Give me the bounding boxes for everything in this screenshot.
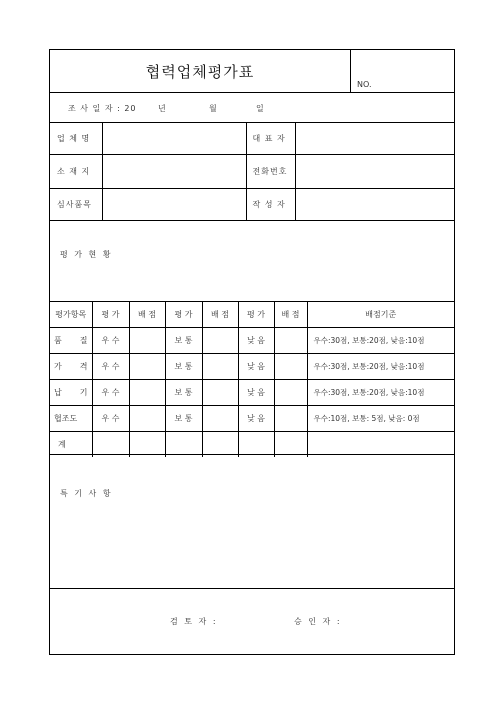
evaluation-table xyxy=(50,302,454,457)
total-cell[interactable] xyxy=(202,432,238,458)
grade-low: 낮 음 xyxy=(238,380,274,406)
representative-label: 대 표 자 xyxy=(246,123,295,155)
row-item-text: 가 격 xyxy=(54,362,88,371)
day-unit: 일 xyxy=(256,104,265,113)
phone-field[interactable] xyxy=(295,155,454,188)
header-score-3: 배 점 xyxy=(274,302,307,328)
evaluation-row-price xyxy=(50,354,454,380)
score-cell[interactable] xyxy=(274,406,307,432)
score-cell[interactable] xyxy=(274,380,307,406)
company-name-field[interactable] xyxy=(102,123,246,155)
total-cell[interactable] xyxy=(238,432,274,458)
location-label: 소 재 지 xyxy=(50,155,102,188)
score-cell[interactable] xyxy=(202,380,238,406)
info-row xyxy=(50,155,454,188)
row-item xyxy=(50,406,92,432)
grade-excellent: 우 수 xyxy=(92,354,129,380)
criteria-text: 우수:10점, 보통: 5점, 낮음: 0점 xyxy=(307,406,454,432)
phone-label: 전화번호 xyxy=(246,155,295,188)
criteria-text: 우수:30점, 보통:20점, 낮음:10점 xyxy=(307,328,454,354)
grade-excellent: 우 수 xyxy=(92,406,129,432)
row-item-text: 납 기 xyxy=(54,388,88,397)
grade-low: 낮 음 xyxy=(238,354,274,380)
title-divider xyxy=(350,50,351,93)
company-info-table xyxy=(50,123,454,220)
total-cell[interactable] xyxy=(92,432,129,458)
grade-excellent: 우 수 xyxy=(92,380,129,406)
header-score-2: 배 점 xyxy=(202,302,238,328)
remarks-label: 특 기 사 항 xyxy=(60,489,113,498)
evaluation-total-row xyxy=(50,432,454,458)
remarks-area[interactable] xyxy=(50,455,454,589)
evaluation-header-row xyxy=(50,302,454,328)
grade-low: 낮 음 xyxy=(238,406,274,432)
score-cell[interactable] xyxy=(129,380,165,406)
author-label: 작 성 자 xyxy=(246,188,295,220)
score-cell[interactable] xyxy=(202,354,238,380)
company-info-block xyxy=(50,123,454,221)
evaluation-grid-block xyxy=(50,302,454,455)
form-title: 협력업체평가표 xyxy=(145,63,255,81)
grade-low: 낮 음 xyxy=(238,328,274,354)
grade-average: 보 통 xyxy=(165,406,202,432)
audit-item-field[interactable] xyxy=(102,188,246,220)
evaluation-status-area xyxy=(50,221,454,302)
row-item-text: 협조도 xyxy=(54,414,78,423)
header-item: 평가항목 xyxy=(50,302,92,328)
evaluation-row-quality xyxy=(50,328,454,354)
total-cell[interactable] xyxy=(274,432,307,458)
criteria-text: 우수:30점, 보통:20점, 낮음:10점 xyxy=(307,380,454,406)
year-unit: 년 xyxy=(158,104,167,113)
form-number-label: NO. xyxy=(357,80,372,89)
total-cell[interactable] xyxy=(165,432,202,458)
total-label: 계 xyxy=(50,432,92,458)
score-cell[interactable] xyxy=(202,328,238,354)
info-row xyxy=(50,188,454,220)
grade-average: 보 통 xyxy=(165,380,202,406)
score-cell[interactable] xyxy=(274,354,307,380)
grade-excellent: 우 수 xyxy=(92,328,129,354)
info-row xyxy=(50,123,454,155)
row-item xyxy=(50,328,92,354)
representative-field[interactable] xyxy=(295,123,454,155)
evaluation-row-delivery xyxy=(50,380,454,406)
approver-label: 승 인 자 : xyxy=(294,617,342,626)
audit-item-label: 심사품목 xyxy=(50,188,102,220)
header-eval-1: 평 가 xyxy=(92,302,129,328)
author-field[interactable] xyxy=(295,188,454,220)
total-cell[interactable] xyxy=(307,432,454,458)
header-criteria: 배점기준 xyxy=(307,302,454,328)
evaluation-form xyxy=(49,49,455,655)
company-name-label: 업 체 명 xyxy=(50,123,102,155)
score-cell[interactable] xyxy=(274,328,307,354)
title-band xyxy=(50,50,454,93)
score-cell[interactable] xyxy=(129,328,165,354)
header-score-1: 배 점 xyxy=(129,302,165,328)
month-unit: 월 xyxy=(209,104,218,113)
score-cell[interactable] xyxy=(129,354,165,380)
evaluation-row-cooperation xyxy=(50,406,454,432)
evaluation-status-label: 평 가 현 황 xyxy=(60,250,113,259)
score-cell[interactable] xyxy=(129,406,165,432)
survey-date-row xyxy=(50,93,454,123)
location-field[interactable] xyxy=(102,155,246,188)
survey-date-label: 조 사 일 자 : 20 xyxy=(68,104,137,113)
row-item xyxy=(50,354,92,380)
criteria-text: 우수:30점, 보통:20점, 낮음:10점 xyxy=(307,354,454,380)
header-eval-3: 평 가 xyxy=(238,302,274,328)
score-cell[interactable] xyxy=(202,406,238,432)
total-cell[interactable] xyxy=(129,432,165,458)
row-item xyxy=(50,380,92,406)
signature-area xyxy=(50,589,454,654)
row-item-text: 품 질 xyxy=(54,336,88,345)
header-eval-2: 평 가 xyxy=(165,302,202,328)
grade-average: 보 통 xyxy=(165,328,202,354)
grade-average: 보 통 xyxy=(165,354,202,380)
reviewer-label: 검 토 자 : xyxy=(170,617,218,626)
